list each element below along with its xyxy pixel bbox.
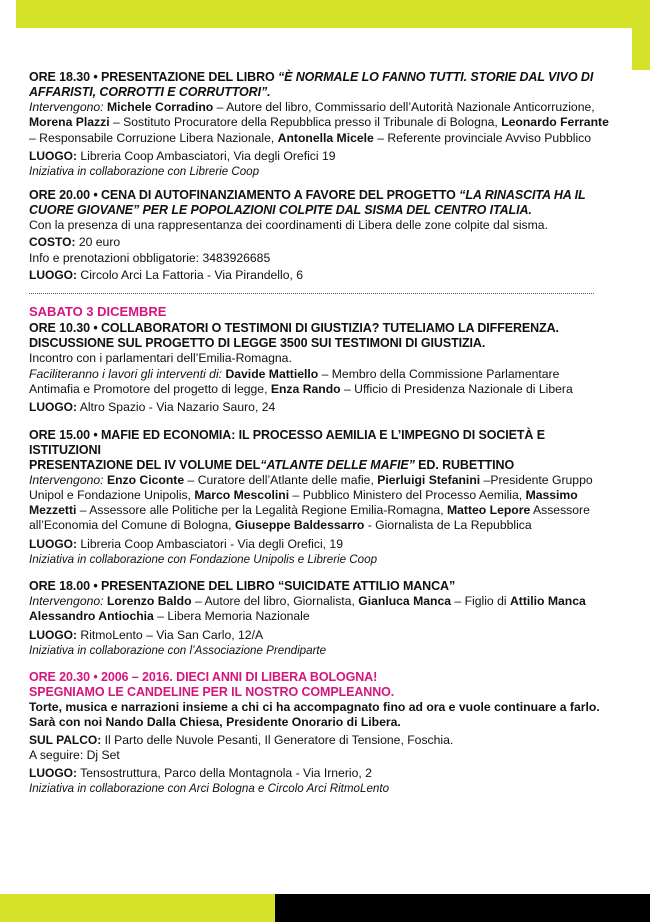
event-title [29,670,609,685]
speaker-name: Michele Corradino [106,100,214,114]
speaker-role: – Pubblico Ministero del Processo Aemilia, [289,487,526,502]
cost-label: COSTO: [29,235,76,250]
speaker-role: – Assessore alle Politiche per la Legalità Regione Emilia-Romagna, [76,503,447,518]
event-time: ORE 15.00 [29,427,90,442]
event-title-text: PRESENTAZIONE DEL LIBRO “SUICIDATE ATTILIO MANCA” [100,579,456,594]
speaker-name: Enzo Ciconte [106,472,185,487]
after-party: A seguire: Dj Set [29,747,120,762]
speaker-name: Gianluca Manca [358,594,452,609]
bullet: • [93,579,98,594]
speaker-name: Giuseppe Baldessarro [234,518,365,533]
venue-label: LUOGO: [29,148,77,163]
speaker-name: Attilio Manca [509,594,586,609]
speaker-role: – Autore del libro, Giornalista, [191,594,359,609]
venue-text: Tensostruttura, Parco della Montagnola - Via Irnerio, 2 [77,766,372,781]
speaker-role: – Referente provinciale Avviso Pubblico [373,130,592,145]
event-title-line-2: SPEGNIAMO LE CANDELINE PER IL NOSTRO COMPLEANNO. [29,684,395,699]
speaker-name: Massimo Mezzetti [29,487,578,518]
speakers [29,594,609,625]
event-title-plain: PRESENTAZIONE DEL LIBRO [100,70,275,84]
speaker-name: Enza Rando [270,381,341,396]
speaker-role: – Ufficio di Presidenza Nazionale di Libera [340,381,573,396]
event-title-end: ED. RUBETTINO [414,457,515,472]
venue [29,628,609,643]
speaker-name: Alessandro Antiochia [29,609,154,624]
stage-lineup [29,733,609,748]
event-title-line-2: DISCUSSIONE SUL PROGETTO DI LEGGE 3500 SUI TESTIMONI DI GIUSTIZIA. [29,336,486,351]
venue-label: LUOGO: [29,627,77,642]
event-title-plain: PRESENTAZIONE DEL IV VOLUME DEL [29,457,261,472]
speaker-role: - Giornalista de La Repubblica [364,518,532,533]
event-1030 [29,321,609,415]
speaker-role: – Responsabile Corruzione Libera Nazionale, [29,130,278,145]
event-time: ORE 18.00 [29,579,90,594]
speaker-name: Morena Plazzi [29,115,110,130]
event-title [29,428,609,458]
bullet: • [93,188,98,203]
event-title-italic: “ATLANTE DELLE MAFIE” [260,457,415,472]
speaker-role: Assessore all’Economia del Comune di Bologna, [29,503,590,533]
event-description: Sarà con noi Nando Dalla Chiesa, Presidente Onorario di Libera. [29,715,401,730]
speaker-role: – Libera Memoria Nazionale [153,609,310,624]
venue-label: LUOGO: [29,400,77,415]
bullet: • [93,669,98,684]
event-description: Torte, musica e narrazioni insieme a chi ci ha accompagnato fino ad ora e vuole continuare a farlo. [29,699,600,714]
collaboration-note: Iniziativa in collaborazione con Fondazione Unipolis e Librerie Coop [29,553,378,567]
speakers-label: Intervengono: [29,594,104,609]
event-time: ORE 10.30 [29,321,90,336]
stage-text: Il Parto delle Nuvole Pesanti, Il Generatore di Tensione, Foschia. [101,732,454,747]
speakers-label: Faciliteranno i lavori gli interventi di: [29,366,223,381]
event-time: ORE 20.30 [29,669,90,684]
event-description: Incontro con i parlamentari dell’Emilia-Romagna. [29,351,292,366]
top-accent-band [0,0,650,28]
right-accent-bar [632,0,650,70]
event-title-italic: “È NORMALE LO FANNO TUTTI. STORIE DAL VIVO DI AFFARISTI, CORROTTI E CORRUTTORI”. [29,70,594,99]
venue-label: LUOGO: [29,268,77,283]
bullet: • [93,321,98,336]
event-title-line-1: 2006 – 2016. DIECI ANNI DI LIBERA BOLOGNA! [100,669,378,684]
event-2000 [29,188,609,283]
event-title-italic: “LA RINASCITA HA IL CUORE GIOVANE” PER LE POPOLAZIONI COLPITE DAL SISMA DEL CENTRO ITALIA. [29,188,586,218]
speaker-role: – Membro della Commissione Parlamentare Antimafia e Promotore del progetto di legge, [29,366,560,396]
speaker-role: – Curatore dell’Atlante delle mafie, [184,472,378,487]
venue-text: RitmoLento – Via San Carlo, 12/A [77,627,264,642]
speakers-label: Intervengono: [29,472,104,487]
speakers-label: Intervengono: [29,100,104,114]
bottom-accent-black [275,894,650,922]
speaker-name: Marco Mescolini [194,487,290,502]
top-left-gap [0,0,16,28]
speaker-role: – Figlio di [451,594,510,609]
speakers [29,367,609,398]
event-1800 [29,579,609,658]
event-title [29,188,609,218]
event-2030 [29,670,609,796]
event-title [29,321,609,336]
stage-label: SUL PALCO: [29,732,102,747]
day-heading: SABATO 3 DICEMBRE [29,304,167,320]
collaboration-note: Iniziativa in collaborazione con l’Associazione Prendiparte [29,643,327,657]
event-title-line-1: MAFIE ED ECONOMIA: IL PROCESSO AEMILIA E L’IMPEGNO DI SOCIETÀ E ISTITUZIONI [29,427,545,457]
event-title-line-2 [29,458,609,473]
event-title [29,70,609,100]
event-1500 [29,428,609,567]
collaboration-note: Iniziativa in collaborazione con Librerie Coop [29,165,260,179]
event-time: ORE 20.00 [29,188,90,203]
venue [29,400,609,415]
bottom-accent-yellow [0,894,275,922]
venue [29,268,609,283]
collaboration-note: Iniziativa in collaborazione con Arci Bologna e Circolo Arci RitmoLento [29,782,390,796]
bullet: • [93,70,98,84]
speakers [29,100,609,146]
venue [29,149,609,164]
venue-text: Libreria Coop Ambasciatori - Via degli Orefici, 19 [77,536,343,551]
speaker-name: Antonella Micele [277,130,374,145]
venue-text: Altro Spazio - Via Nazario Sauro, 24 [77,400,276,415]
speaker-role: – Autore del libro, Commissario dell’Autorità Nazionale Anticorruzione, [213,100,595,114]
speakers [29,473,609,534]
booking-info: Info e prenotazioni obbligatorie: 3483926685 [29,250,271,265]
speaker-role: – Sostituto Procuratore della Repubblica presso il Tribunale di Bologna, [109,115,502,130]
venue-label: LUOGO: [29,766,77,781]
speaker-name: Lorenzo Baldo [106,594,192,609]
speaker-role: –Presidente Gruppo Unipol e Fondazione Unipolis, [29,472,593,502]
cost-value: 20 euro [75,235,121,250]
venue-text: Circolo Arci La Fattoria - Via Pirandello, 6 [77,268,304,283]
venue-text: Libreria Coop Ambasciatori, Via degli Orefici 19 [77,148,336,163]
event-1830 [29,70,609,179]
venue-label: LUOGO: [29,536,77,551]
speaker-name: Pierluigi Stefanini [377,472,481,487]
cost [29,235,609,250]
event-description: Con la presenza di una rappresentanza dei coordinamenti di Libera delle zone colpite dal sisma. [29,218,548,233]
event-title-plain: CENA DI AUTOFINANZIAMENTO A FAVORE DEL PROGETTO [100,188,456,203]
event-title-line-1: COLLABORATORI O TESTIMONI DI GIUSTIZIA? TUTELIAMO LA DIFFERENZA. [100,321,559,336]
venue [29,766,609,781]
speaker-name: Davide Mattiello [225,366,319,381]
bullet: • [93,427,98,442]
venue [29,537,609,552]
speaker-name: Leonardo Ferrante [501,115,609,130]
program-content [29,70,609,805]
event-title [29,579,609,594]
speaker-name: Matteo Lepore [446,503,531,518]
event-time: ORE 18.30 [29,70,90,84]
dotted-divider [29,293,594,294]
